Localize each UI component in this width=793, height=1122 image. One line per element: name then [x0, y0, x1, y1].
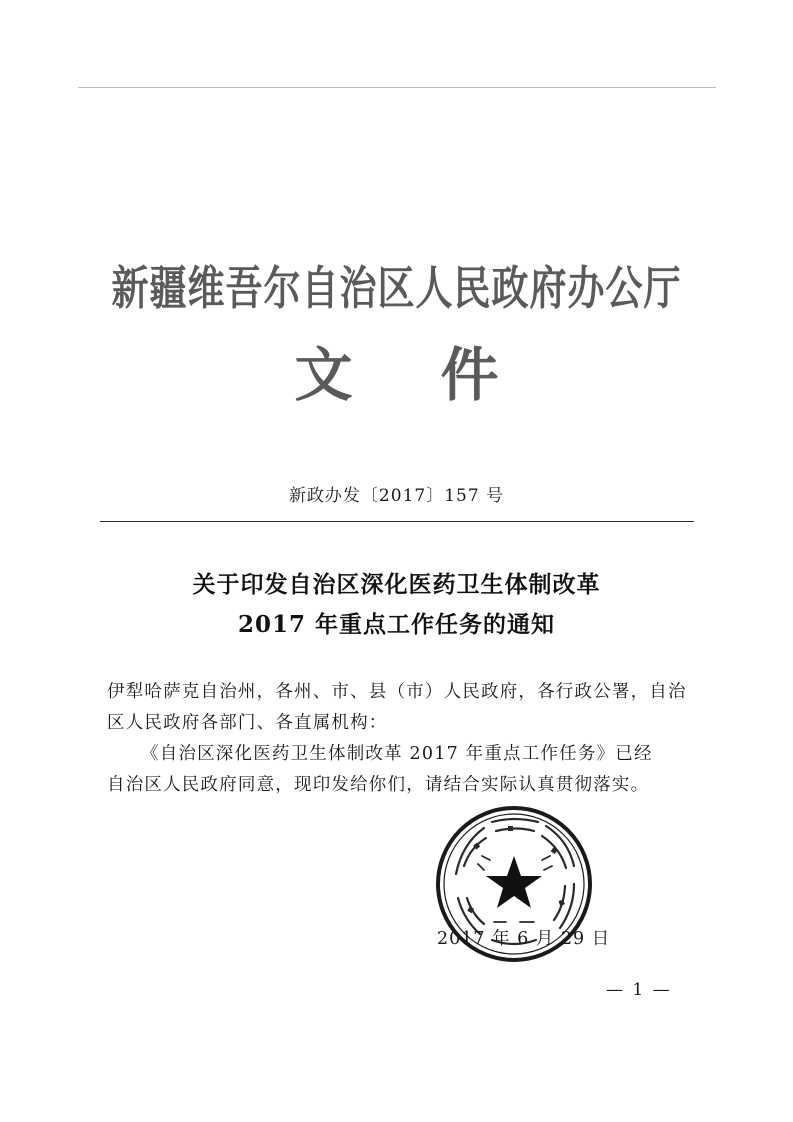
- document-number: 新政办发〔2017〕157 号: [288, 486, 505, 506]
- page-number: — 1 —: [606, 980, 672, 1000]
- recipients-line-1: 伊犁哈萨克自治州，各州、市、县（市）人民政府，各行政公署，自治: [107, 682, 687, 702]
- notice-title-line-1: 关于印发自治区深化医药卫生体制改革: [192, 571, 601, 598]
- paragraph-line-2: 自治区人民政府同意，现印发给你们，请结合实际认真贯彻落实。: [107, 775, 650, 795]
- paragraph-line-1: 《自治区深化医药卫生体制改革 2017 年重点工作任务》已经: [141, 744, 653, 764]
- issue-date: 2017 年 6 月 29 日: [437, 929, 611, 949]
- notice-title-line-2: 2017 年重点工作任务的通知: [237, 611, 556, 638]
- document-label: 文件: [294, 341, 587, 409]
- issuer-name: 新疆维吾尔自治区人民政府办公厅: [111, 261, 682, 315]
- top-divider: [78, 87, 716, 88]
- recipients-line-2: 区人民政府各部门、各直属机构：: [107, 713, 388, 733]
- header-divider: [100, 521, 694, 522]
